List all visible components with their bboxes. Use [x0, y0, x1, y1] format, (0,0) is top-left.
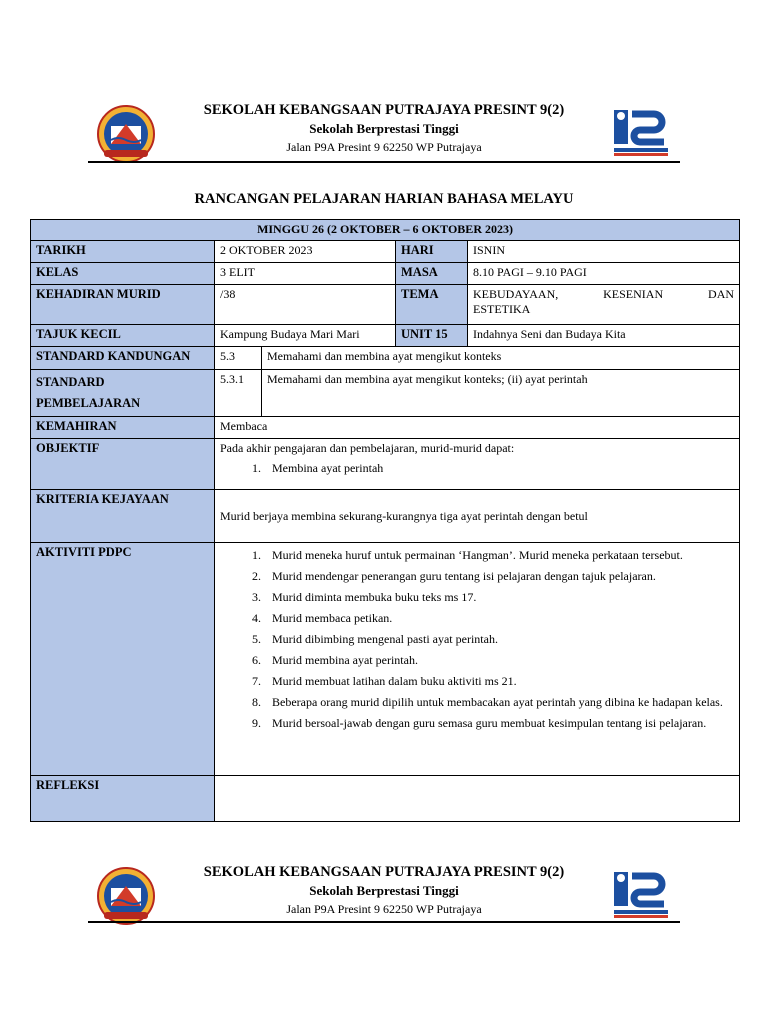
- sbt-logo-icon: [612, 868, 670, 920]
- list-item: 9. Murid bersoal-jawab dengan guru semasa guru membuat kesimpulan tentang isi pelajaran.: [264, 713, 734, 734]
- document-title: RANCANGAN PELAJARAN HARIAN BAHASA MELAYU: [194, 191, 574, 207]
- list-item: 3. Murid diminta membuka buku teks ms 17.: [264, 587, 734, 608]
- list-item: 4. Murid membaca petikan.: [264, 608, 734, 629]
- kriteria-value: Murid berjaya membina sekurang-kurangnya tiga ayat perintah dengan betul: [215, 490, 740, 543]
- school-address: Jalan P9A Presint 9 62250 WP Putrajaya: [286, 902, 482, 916]
- table-row: [31, 285, 740, 325]
- unit-label: UNIT 15: [396, 325, 468, 347]
- letterhead-top: [88, 100, 680, 170]
- hari-value: ISNIN: [468, 241, 740, 263]
- masa-value: 8.10 PAGI – 9.10 PAGI: [468, 263, 740, 285]
- list-item: 2. Murid mendengar penerangan guru tentang isi pelajaran dengan tajuk pelajaran.: [264, 566, 734, 587]
- school-name: SEKOLAH KEBANGSAAN PUTRAJAYA PRESINT 9(2): [203, 102, 565, 118]
- kehadiran-label: KEHADIRAN MURID: [31, 285, 215, 325]
- table-row: [31, 439, 740, 490]
- school-tagline: Sekolah Berprestasi Tinggi: [309, 883, 459, 898]
- tema-value-line1: KEBUDAYAAN, KESENIAN DAN: [473, 287, 735, 301]
- aktiviti-label: AKTIVITI PDPC: [31, 543, 215, 776]
- sp-code: 5.3.1: [215, 370, 262, 417]
- kemahiran-label: KEMAHIRAN: [31, 417, 215, 439]
- tajuk-label: TAJUK KECIL: [31, 325, 215, 347]
- school-tagline: Sekolah Berprestasi Tinggi: [309, 121, 459, 136]
- sp-text: Memahami dan membina ayat mengikut konteks; (ii) ayat perintah: [262, 370, 740, 417]
- header-divider: [88, 161, 680, 163]
- school-name: SEKOLAH KEBANGSAAN PUTRAJAYA PRESINT 9(2): [203, 864, 565, 880]
- hari-label: HARI: [396, 241, 468, 263]
- sk-code: 5.3: [215, 347, 262, 370]
- week-header: MINGGU 26 (2 OKTOBER – 6 OKTOBER 2023): [31, 220, 740, 241]
- tema-label: TEMA: [396, 285, 468, 325]
- objektif-label: OBJEKTIF: [31, 439, 215, 490]
- list-item: 8. Beberapa orang murid dipilih untuk membacakan ayat perintah yang dibina ke hadapan kelas.: [264, 692, 734, 713]
- list-item: 6. Murid membina ayat perintah.: [264, 650, 734, 671]
- list-item: 1. Murid meneka huruf untuk permainan ‘Hangman’. Murid meneka perkataan tersebut.: [264, 545, 734, 566]
- list-item: 7. Murid membuat latihan dalam buku aktiviti ms 21.: [264, 671, 734, 692]
- refleksi-value: [215, 776, 740, 822]
- tema-value: [468, 285, 740, 325]
- table-row: [31, 241, 740, 263]
- kemahiran-value: Membaca: [215, 417, 740, 439]
- kelas-label: KELAS: [31, 263, 215, 285]
- tema-value-line2: ESTETIKA: [473, 302, 531, 316]
- kehadiran-value: /38: [215, 285, 396, 325]
- table-row: [31, 325, 740, 347]
- unit-value: Indahnya Seni dan Budaya Kita: [468, 325, 740, 347]
- tajuk-value: Kampung Budaya Mari Mari: [215, 325, 396, 347]
- sp-label-line1: STANDARD: [36, 375, 105, 389]
- table-row: [31, 490, 740, 543]
- week-row: [31, 220, 740, 241]
- tarikh-value: 2 OKTOBER 2023: [215, 241, 396, 263]
- table-row: [31, 263, 740, 285]
- sbt-logo-icon: [612, 106, 670, 158]
- sk-text: Memahami dan membina ayat mengikut konteks: [262, 347, 740, 370]
- kriteria-label: KRITERIA KEJAYAAN: [31, 490, 215, 543]
- objektif-list: [220, 458, 734, 478]
- aktiviti-list: [220, 545, 734, 734]
- objektif-value: [215, 439, 740, 490]
- table-row: [31, 776, 740, 822]
- table-row: [31, 370, 740, 417]
- lesson-plan-table: [30, 219, 740, 822]
- school-address: Jalan P9A Presint 9 62250 WP Putrajaya: [286, 140, 482, 154]
- kelas-value: 3 ELIT: [215, 263, 396, 285]
- sp-label-line2: PEMBELAJARAN: [36, 396, 141, 410]
- aktiviti-value: [215, 543, 740, 776]
- masa-label: MASA: [396, 263, 468, 285]
- table-row: [31, 417, 740, 439]
- tarikh-label: TARIKH: [31, 241, 215, 263]
- refleksi-label: REFLEKSI: [31, 776, 215, 822]
- table-row: [31, 347, 740, 370]
- sp-label: [31, 370, 215, 417]
- footer-divider: [88, 921, 680, 923]
- list-item: 5. Murid dibimbing mengenal pasti ayat perintah.: [264, 629, 734, 650]
- objektif-intro: Pada akhir pengajaran dan pembelajaran, murid-murid dapat:: [220, 441, 515, 455]
- table-row: [31, 543, 740, 776]
- list-item: 1. Membina ayat perintah: [264, 458, 734, 478]
- sk-label: STANDARD KANDUNGAN: [31, 347, 215, 370]
